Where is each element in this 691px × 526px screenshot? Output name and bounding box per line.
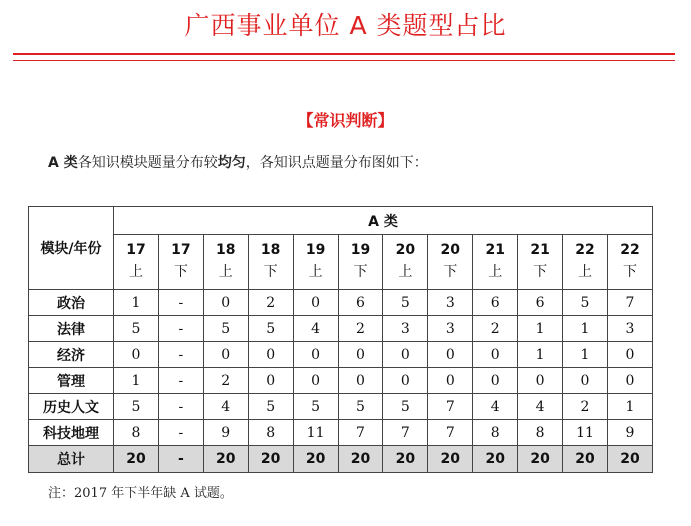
column-header xyxy=(293,235,338,290)
table-cell: - xyxy=(158,342,203,368)
table-cell: 2 xyxy=(338,316,383,342)
table-cell: - xyxy=(158,394,203,420)
table-cell: 5 xyxy=(248,394,293,420)
table-cell: 7 xyxy=(428,420,473,446)
column-half: 下 xyxy=(173,264,188,280)
column-half: 下 xyxy=(263,264,278,280)
column-year: 18 xyxy=(260,242,281,259)
section-title: 【常识判断】 xyxy=(297,111,394,130)
column-half: 上 xyxy=(218,264,233,280)
total-cell: 20 xyxy=(428,446,473,473)
year-header-row xyxy=(29,235,653,290)
group-header: A 类 xyxy=(114,207,653,235)
column-header xyxy=(114,235,159,290)
table-cell: 1 xyxy=(518,342,563,368)
table-cell: 6 xyxy=(338,290,383,316)
row-label: 历史人文 xyxy=(29,394,114,420)
title-divider-thick xyxy=(13,53,675,55)
table-cell: 0 xyxy=(473,368,518,394)
row-label: 科技地理 xyxy=(29,420,114,446)
table-cell: 11 xyxy=(293,420,338,446)
table-cell: 3 xyxy=(607,316,652,342)
table-cell: 9 xyxy=(203,420,248,446)
column-header xyxy=(473,235,518,290)
column-header xyxy=(518,235,563,290)
column-year: 17 xyxy=(126,242,146,259)
total-cell: 20 xyxy=(338,446,383,473)
table-cell: 7 xyxy=(428,394,473,420)
intro-text xyxy=(48,152,428,172)
table-cell: 5 xyxy=(338,394,383,420)
table-cell: 7 xyxy=(383,420,428,446)
column-year: 18 xyxy=(216,242,236,259)
column-header xyxy=(338,235,383,290)
table-body xyxy=(29,290,653,473)
table-cell: 0 xyxy=(563,368,608,394)
column-half: 上 xyxy=(398,264,413,280)
table-cell: 4 xyxy=(203,394,248,420)
total-cell: 20 xyxy=(473,446,518,473)
table-cell: 0 xyxy=(293,342,338,368)
column-header xyxy=(428,235,473,290)
table-cell: 8 xyxy=(248,420,293,446)
table-row xyxy=(29,368,653,394)
table-cell: 5 xyxy=(383,290,428,316)
table-cell: 3 xyxy=(428,316,473,342)
column-half: 下 xyxy=(353,264,368,280)
table-row xyxy=(29,342,653,368)
table-cell: 5 xyxy=(293,394,338,420)
table-cell: 5 xyxy=(203,316,248,342)
row-label: 法律 xyxy=(29,316,114,342)
column-year: 21 xyxy=(530,242,550,259)
table-cell: 7 xyxy=(338,420,383,446)
intro-desc: 各知识模块题量分布较 xyxy=(77,155,218,171)
column-year: 19 xyxy=(350,242,371,259)
table-cell: 6 xyxy=(473,290,518,316)
row-label: 管理 xyxy=(29,368,114,394)
table-cell: 0 xyxy=(473,342,518,368)
column-year: 22 xyxy=(575,242,595,259)
total-cell: 20 xyxy=(203,446,248,473)
column-year: 20 xyxy=(395,242,416,259)
table-cell: 8 xyxy=(473,420,518,446)
table-cell: - xyxy=(158,420,203,446)
table-cell: 5 xyxy=(114,316,159,342)
table-cell: 0 xyxy=(248,368,293,394)
table-cell: 1 xyxy=(563,342,608,368)
table-row xyxy=(29,420,653,446)
column-year: 20 xyxy=(440,242,461,259)
table-cell: 1 xyxy=(563,316,608,342)
table-row xyxy=(29,316,653,342)
table-cell: 1 xyxy=(518,316,563,342)
table-cell: 5 xyxy=(383,394,428,420)
table-cell: 1 xyxy=(114,290,159,316)
table-cell: 0 xyxy=(607,368,652,394)
total-cell: - xyxy=(158,446,203,473)
column-year: 19 xyxy=(305,242,326,259)
intro-tail: ，各知识点题量分布图如下： xyxy=(245,155,428,171)
table-cell: 4 xyxy=(518,394,563,420)
table-cell: 5 xyxy=(248,316,293,342)
table-cell: 4 xyxy=(293,316,338,342)
table-cell: 5 xyxy=(114,394,159,420)
table-cell: 0 xyxy=(383,368,428,394)
title-divider-thin xyxy=(13,60,675,61)
table-cell: 3 xyxy=(383,316,428,342)
column-header xyxy=(383,235,428,290)
column-year: 17 xyxy=(171,242,191,259)
footnote: 注：2017 年下半年缺 A 试题。 xyxy=(48,486,233,501)
total-row xyxy=(29,446,653,473)
table-cell: 11 xyxy=(563,420,608,446)
intro-category: A 类 xyxy=(48,155,78,171)
column-half: 下 xyxy=(622,264,637,280)
column-half: 上 xyxy=(578,264,593,280)
table-cell: - xyxy=(158,316,203,342)
table-cell: 0 xyxy=(338,368,383,394)
table-cell: 9 xyxy=(607,420,652,446)
table-cell: 0 xyxy=(293,290,338,316)
column-year: 21 xyxy=(485,242,505,259)
total-cell: 20 xyxy=(607,446,652,473)
total-label: 总计 xyxy=(29,446,114,473)
table-cell: 0 xyxy=(338,342,383,368)
table-cell: 7 xyxy=(607,290,652,316)
total-cell: 20 xyxy=(518,446,563,473)
table-cell: - xyxy=(158,290,203,316)
column-half: 下 xyxy=(443,264,458,280)
intro-emphasis: 均匀 xyxy=(217,155,246,171)
row-label: 经济 xyxy=(29,342,114,368)
table-cell: 0 xyxy=(383,342,428,368)
column-half: 下 xyxy=(533,264,548,280)
table-cell: 0 xyxy=(114,342,159,368)
column-header xyxy=(158,235,203,290)
page-title: 广西事业单位 A 类题型占比 xyxy=(184,11,507,40)
table-cell: 4 xyxy=(473,394,518,420)
column-year: 22 xyxy=(620,242,640,259)
table-cell: 0 xyxy=(203,342,248,368)
distribution-table xyxy=(28,206,653,473)
column-header xyxy=(248,235,293,290)
total-cell: 20 xyxy=(248,446,293,473)
column-header xyxy=(203,235,248,290)
table-cell: 6 xyxy=(518,290,563,316)
column-half: 上 xyxy=(128,264,143,280)
total-cell: 20 xyxy=(563,446,608,473)
table-cell: 1 xyxy=(114,368,159,394)
corner-header: 模块/年份 xyxy=(29,207,114,290)
table-cell: 2 xyxy=(473,316,518,342)
column-half: 上 xyxy=(488,264,503,280)
table-cell: 2 xyxy=(203,368,248,394)
column-header xyxy=(563,235,608,290)
row-label: 政治 xyxy=(29,290,114,316)
table-cell: 0 xyxy=(428,368,473,394)
table-cell: 0 xyxy=(293,368,338,394)
table-cell: 8 xyxy=(114,420,159,446)
table-cell: 0 xyxy=(518,368,563,394)
total-cell: 20 xyxy=(114,446,159,473)
table-cell: 5 xyxy=(563,290,608,316)
table-cell: 2 xyxy=(248,290,293,316)
table-cell: 1 xyxy=(607,394,652,420)
table-cell: 0 xyxy=(607,342,652,368)
table-row xyxy=(29,290,653,316)
table-cell: 8 xyxy=(518,420,563,446)
table-cell: 0 xyxy=(428,342,473,368)
table-cell: 3 xyxy=(428,290,473,316)
column-half: 上 xyxy=(308,264,323,280)
table-cell: - xyxy=(158,368,203,394)
total-cell: 20 xyxy=(293,446,338,473)
table-row xyxy=(29,394,653,420)
table-cell: 0 xyxy=(203,290,248,316)
total-cell: 20 xyxy=(383,446,428,473)
table-cell: 2 xyxy=(563,394,608,420)
table-cell: 0 xyxy=(248,342,293,368)
column-header xyxy=(607,235,652,290)
